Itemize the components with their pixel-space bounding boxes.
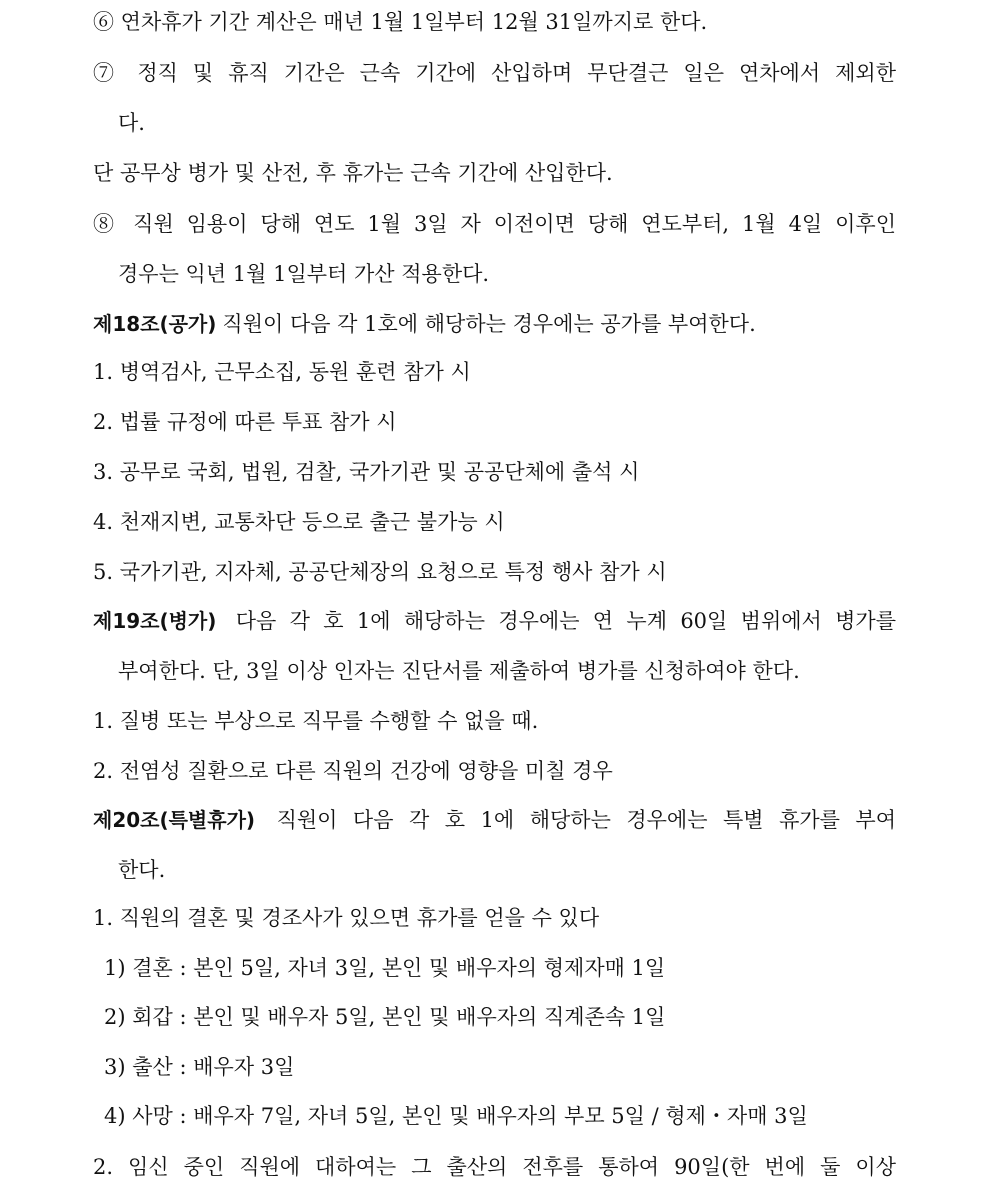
article-18-item-3: 3. 공무로 국회, 법원, 검찰, 국가기관 및 공공단체에 출석 시 [93, 460, 640, 484]
article-18-item-2: 2. 법률 규정에 따른 투표 참가 시 [93, 410, 397, 434]
paragraph-8-line-2: 경우는 익년 1월 1일부터 가산 적용한다. [118, 262, 490, 286]
article-19-item-1: 1. 질병 또는 부상으로 직무를 수행할 수 없을 때. [93, 709, 539, 733]
article-19-body: 다음 각 호 1에 해당하는 경우에는 연 누계 60일 범위에서 병가를 [235, 609, 896, 633]
article-18-item-1: 1. 병역검사, 근무소집, 동원 훈련 참가 시 [93, 360, 471, 384]
article-18-item-5: 5. 국가기관, 지자체, 공공단체장의 요청으로 특정 행사 참가 시 [93, 560, 667, 584]
article-20-subitem-2: 2) 회갑 : 본인 및 배우자 5일, 본인 및 배우자의 직계존속 1일 [104, 1005, 666, 1029]
article-19-heading: 제19조(병가) [93, 609, 217, 633]
paragraph-7-note: 단 공무상 병가 및 산전, 후 휴가는 근속 기간에 산입한다. [93, 161, 613, 185]
article-19-title-line [93, 607, 896, 635]
article-19-item-2: 2. 전염성 질환으로 다른 직원의 건강에 영향을 미칠 경우 [93, 759, 613, 783]
article-18-heading: 제18조(공가) [93, 312, 217, 336]
article-20-subitem-3: 3) 출산 : 배우자 3일 [104, 1055, 295, 1079]
article-18-title-line [93, 310, 896, 338]
paragraph-8-line-1: ⑧ 직원 임용이 당해 연도 1월 3일 자 이전이면 당해 연도부터, 1월 4일 이후인 [93, 212, 896, 236]
paragraph-6: ⑥ 연차휴가 기간 계산은 매년 1월 1일부터 12월 31일까지로 한다. [93, 10, 708, 34]
article-20-title-line [93, 806, 896, 834]
paragraph-7-line-1: ⑦ 정직 및 휴직 기간은 근속 기간에 산입하며 무단결근 일은 연차에서 제외한 [93, 61, 896, 85]
paragraph-7-line-2: 다. [118, 111, 145, 135]
article-19-line-2: 부여한다. 단, 3일 이상 인자는 진단서를 제출하여 병가를 신청하여야 한다. [118, 659, 800, 683]
article-20-line-2: 한다. [118, 858, 166, 882]
article-18-item-4: 4. 천재지변, 교통차단 등으로 출근 불가능 시 [93, 510, 505, 534]
article-20-item-1: 1. 직원의 결혼 및 경조사가 있으면 휴가를 얻을 수 있다 [93, 906, 600, 930]
article-20-subitem-1: 1) 결혼 : 본인 5일, 자녀 3일, 본인 및 배우자의 형제자매 1일 [104, 956, 666, 980]
article-20-body: 직원이 다음 각 호 1에 해당하는 경우에는 특별 휴가를 부여 [276, 808, 896, 832]
article-20-heading: 제20조(특별휴가) [93, 808, 256, 832]
article-20-item-2: 2. 임신 중인 직원에 대하여는 그 출산의 전후를 통하여 90일(한 번에 둘 이상 [93, 1155, 896, 1179]
article-20-subitem-4: 4) 사망 : 배우자 7일, 자녀 5일, 본인 및 배우자의 부모 5일 / 형제・자매 3일 [104, 1104, 808, 1128]
article-18-body: 직원이 다음 각 1호에 해당하는 경우에는 공가를 부여한다. [222, 312, 756, 336]
